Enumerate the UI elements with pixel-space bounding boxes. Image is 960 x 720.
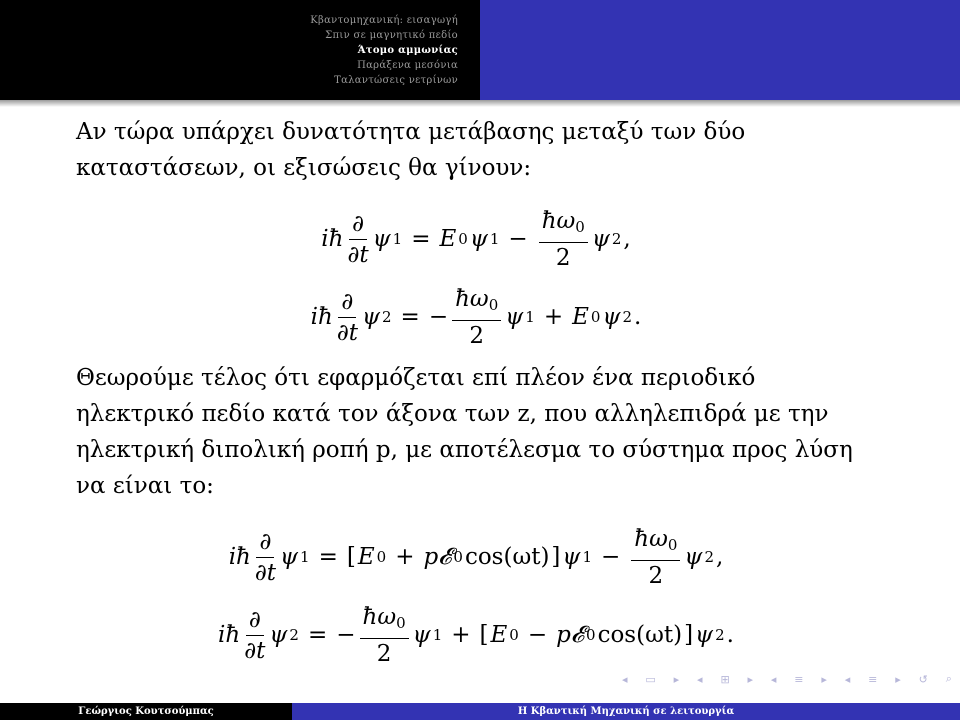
- nav-section-ammonia[interactable]: Άτομο αμμωνίας: [357, 44, 458, 56]
- hbar-omega-fraction: $\frac{ħ\omega_0}{2}$: [631, 525, 680, 590]
- slide-footer: [0, 703, 960, 720]
- toc-icon[interactable]: ↺: [918, 672, 928, 686]
- paragraph-field: Θεωρούμε τέλος ότι εφαρμόζεται επί πλέον ένα περιοδικό ηλεκτρικό πεδίο κατά τον άξονα των z, που αλληλεπιδρά με την ηλεκτρική διπολική ροπή p, με αποτέλεσμα το σύστημα προς λύση να είναι το:: [76, 365, 853, 499]
- prev-section-icon[interactable]: ◂: [770, 672, 777, 686]
- hbar-omega-fraction: $\frac{ħ\omega_0}{2}$: [360, 603, 409, 668]
- nav-section-spin[interactable]: Σπιν σε μαγνητικό πεδίο: [325, 29, 458, 41]
- header-color-block: [480, 0, 960, 100]
- slide-header: [0, 0, 960, 100]
- ih-symbol: iħ: [321, 226, 344, 252]
- frame-icon[interactable]: ▭: [645, 672, 656, 686]
- equation-1: iħ $\frac{\partial}{\partial t}$ ψ 1 = E 0 ψ 1 − $\frac{ħ\omega_0}{2}$ ψ 2 ,: [321, 207, 631, 271]
- time-derivative: $\frac{\partial}{\partial t}$: [336, 288, 358, 346]
- nav-section-neutrinos[interactable]: Ταλαντώσεις νετρίνων: [334, 74, 458, 86]
- prev-frame-icon[interactable]: ◂: [622, 672, 628, 686]
- search-icon[interactable]: ⌕: [945, 672, 952, 685]
- hbar-omega-fraction: $\frac{ħ\omega_0}{2}$: [539, 207, 588, 272]
- beamer-navigation-bar: [622, 672, 952, 686]
- equation-3: iħ $\frac{\partial}{\partial t}$ ψ 1 = [ E 0 + p𝓔 0 cos(ωt) ] ψ 1 − $\frac{ħ\omega_0}{2}$ ψ 2 ,: [228, 525, 724, 589]
- header-navigation: [0, 0, 480, 100]
- paragraph-intro: Αν τώρα υπάρχει δυνατότητα μετάβασης μεταξύ των δύο καταστάσεων, οι εξισώσεις θα γίνουν:: [76, 119, 746, 181]
- header-shadow: [0, 100, 960, 107]
- footer-author: Γεώργιος Κουτσούμπας: [0, 703, 292, 720]
- next-section-icon[interactable]: ▸: [821, 672, 827, 686]
- doc-icon[interactable]: ≡: [868, 672, 878, 686]
- section-icon[interactable]: ≡: [794, 672, 804, 686]
- prev-subsection-icon[interactable]: ◂: [697, 672, 703, 686]
- next-doc-icon[interactable]: ▸: [895, 672, 901, 686]
- next-frame-icon[interactable]: ▸: [673, 672, 680, 686]
- next-subsection-icon[interactable]: ▸: [747, 672, 754, 686]
- time-derivative: $\frac{\partial}{\partial t}$: [244, 606, 266, 664]
- slide-body: [76, 114, 876, 674]
- nav-section-intro[interactable]: Κβαντομηχανική: εισαγωγή: [310, 14, 458, 26]
- time-derivative: $\frac{\partial}{\partial t}$: [254, 528, 276, 586]
- equations-block-1: [76, 200, 876, 356]
- equations-block-2: [76, 518, 876, 674]
- prev-doc-icon[interactable]: ◂: [844, 672, 851, 686]
- time-derivative: $\frac{\partial}{\partial t}$: [347, 210, 369, 268]
- nav-section-kaons[interactable]: Παράξενα μεσόνια: [357, 59, 458, 71]
- subsection-icon[interactable]: ⊞: [720, 672, 730, 686]
- equation-4: iħ $\frac{\partial}{\partial t}$ ψ 2 = − $\frac{ħ\omega_0}{2}$ ψ 1 + [ E 0 − p𝓔 0 cos(ωt) ] ψ 2 .: [218, 603, 734, 667]
- hbar-omega-fraction: $\frac{ħ\omega_0}{2}$: [452, 285, 501, 350]
- equation-2: iħ $\frac{\partial}{\partial t}$ ψ 2 = − $\frac{ħ\omega_0}{2}$ ψ 1 + E 0 ψ 2 .: [310, 285, 642, 349]
- footer-title: Η Κβαντική Μηχανική σε λειτουργία: [292, 703, 960, 720]
